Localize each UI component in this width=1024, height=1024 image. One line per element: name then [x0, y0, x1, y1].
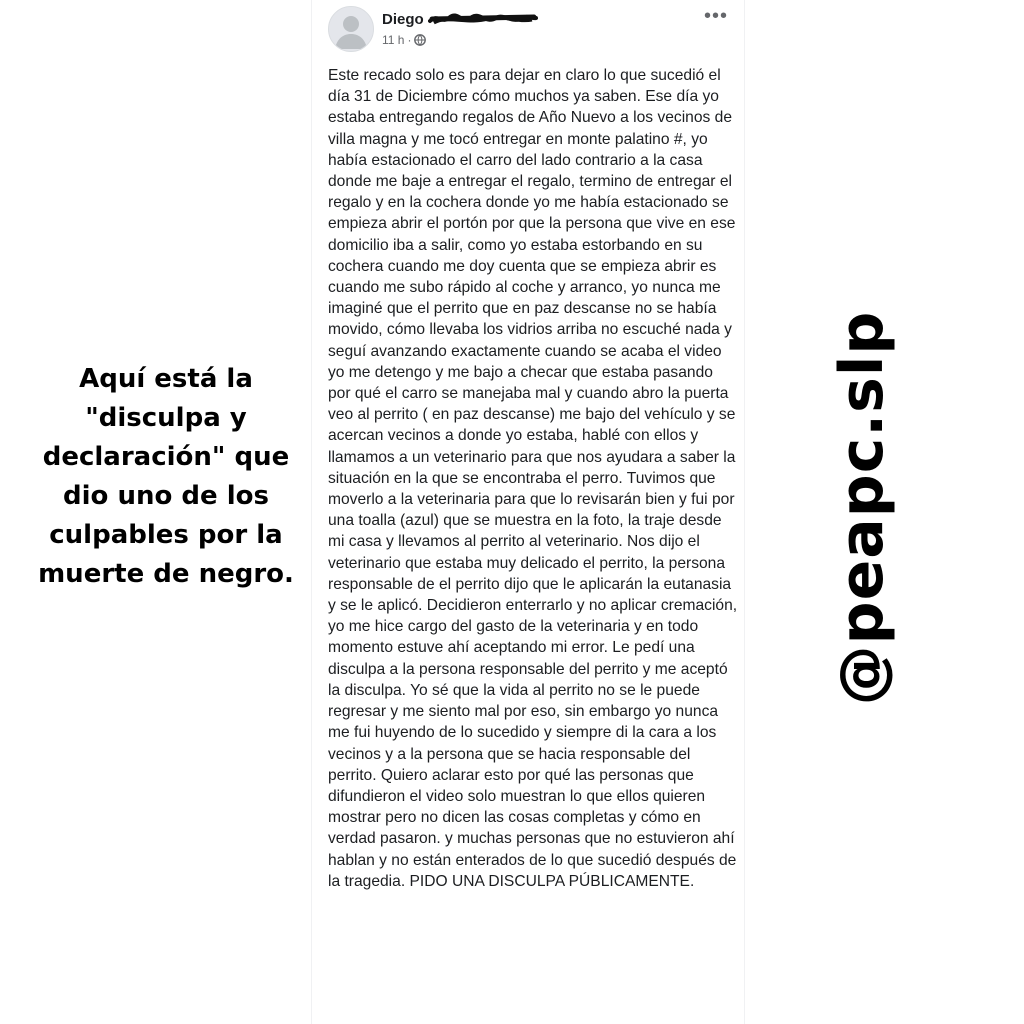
post-timestamp[interactable]: 11 h [382, 33, 405, 47]
default-avatar-icon [329, 7, 373, 51]
globe-icon[interactable] [414, 34, 426, 46]
redaction-scribble [428, 9, 538, 29]
more-options-icon[interactable]: ••• [703, 5, 728, 27]
post-meta [382, 33, 426, 47]
avatar[interactable] [328, 6, 374, 52]
meta-separator: · [407, 33, 412, 47]
facebook-post [312, 0, 744, 1024]
caption-text: Aquí está la "disculpa y declaración" que dio uno de los culpables por la muerte de negro. [38, 364, 294, 589]
post-body: Este recado solo es para dejar en claro lo que sucedió el día 31 de Diciembre cómo muchos ya saben. Ese día yo estaba entregando regalos de Año Nuevo a los vecinos de villa magna y me tocó entregar en monte palatino #, yo había estacionado el carro del lado contrario a la casa donde me baje a entregar el regalo, termino de entregar el regalo y en la cochera donde yo me había estacionado se empieza abrir el portón por que la persona que vive en ese domicilio iba a salir, como yo estaba estorbando en su cochera cuando me doy cuenta que se empieza abrir es cuando me subo rápido al coche y arranco, yo nunca me imaginé que el perrito que en paz descanse no se había movido, cómo llevaba los vidrios arriba no escuché nada y seguí avanzando exactamente cuando se acaba el video yo me detengo y me bajo a checar que estaba pasando por qué el carro se manejaba mal y cuando abro la puerta veo al perrito ( en paz descanse) me bajo del vehículo y se acercan vecinos a donde yo estaba, hablé con ellos y llamamos a un veterinario para que nos ayudara a saber la situación en la que se encontraba el perro. Tuvimos que moverlo a la veterinaria para que lo revisarán bien y fui por una toalla (azul) que se muestra en la foto, la traje desde mi casa y llevamos al perrito al veterinario. Nos dijo el veterinario que estaba muy delicado el perrito, la persona responsable de el perrito dijo que le aplicarán la eutanasia y se le aplicó. Decidieron enterrarlo y no aplicar cremación, yo me hice cargo del gasto de la veterinaria y en todo momento estuve ahí aceptando mi error. Le pedí una disculpa a la persona responsable del perrito y me aceptó la disculpa. Yo sé que la vida al perrito no se le puede regresar y me siento mal por eso, sin embargo yo nunca me fui huyendo de lo sucedido y siempre di la cara a los vecinos y a la persona que se hacia responsable del perrito. Quiero aclarar esto por qué las personas que difundieron el video solo muestran lo que ellos quieren mostrar pero no dicen las cosas completas y cómo en verdad pasaron. y muchas personas que no estuvieron ahí hablan y no están enterados de lo que sucedió después de la tragedia. PIDO UNA DISCULPA PÚBLICAMENTE. [328, 67, 738, 890]
watermark-text: @peapc.slp [827, 310, 897, 706]
author-name: Diego [382, 10, 424, 28]
post-author[interactable] [382, 9, 538, 29]
